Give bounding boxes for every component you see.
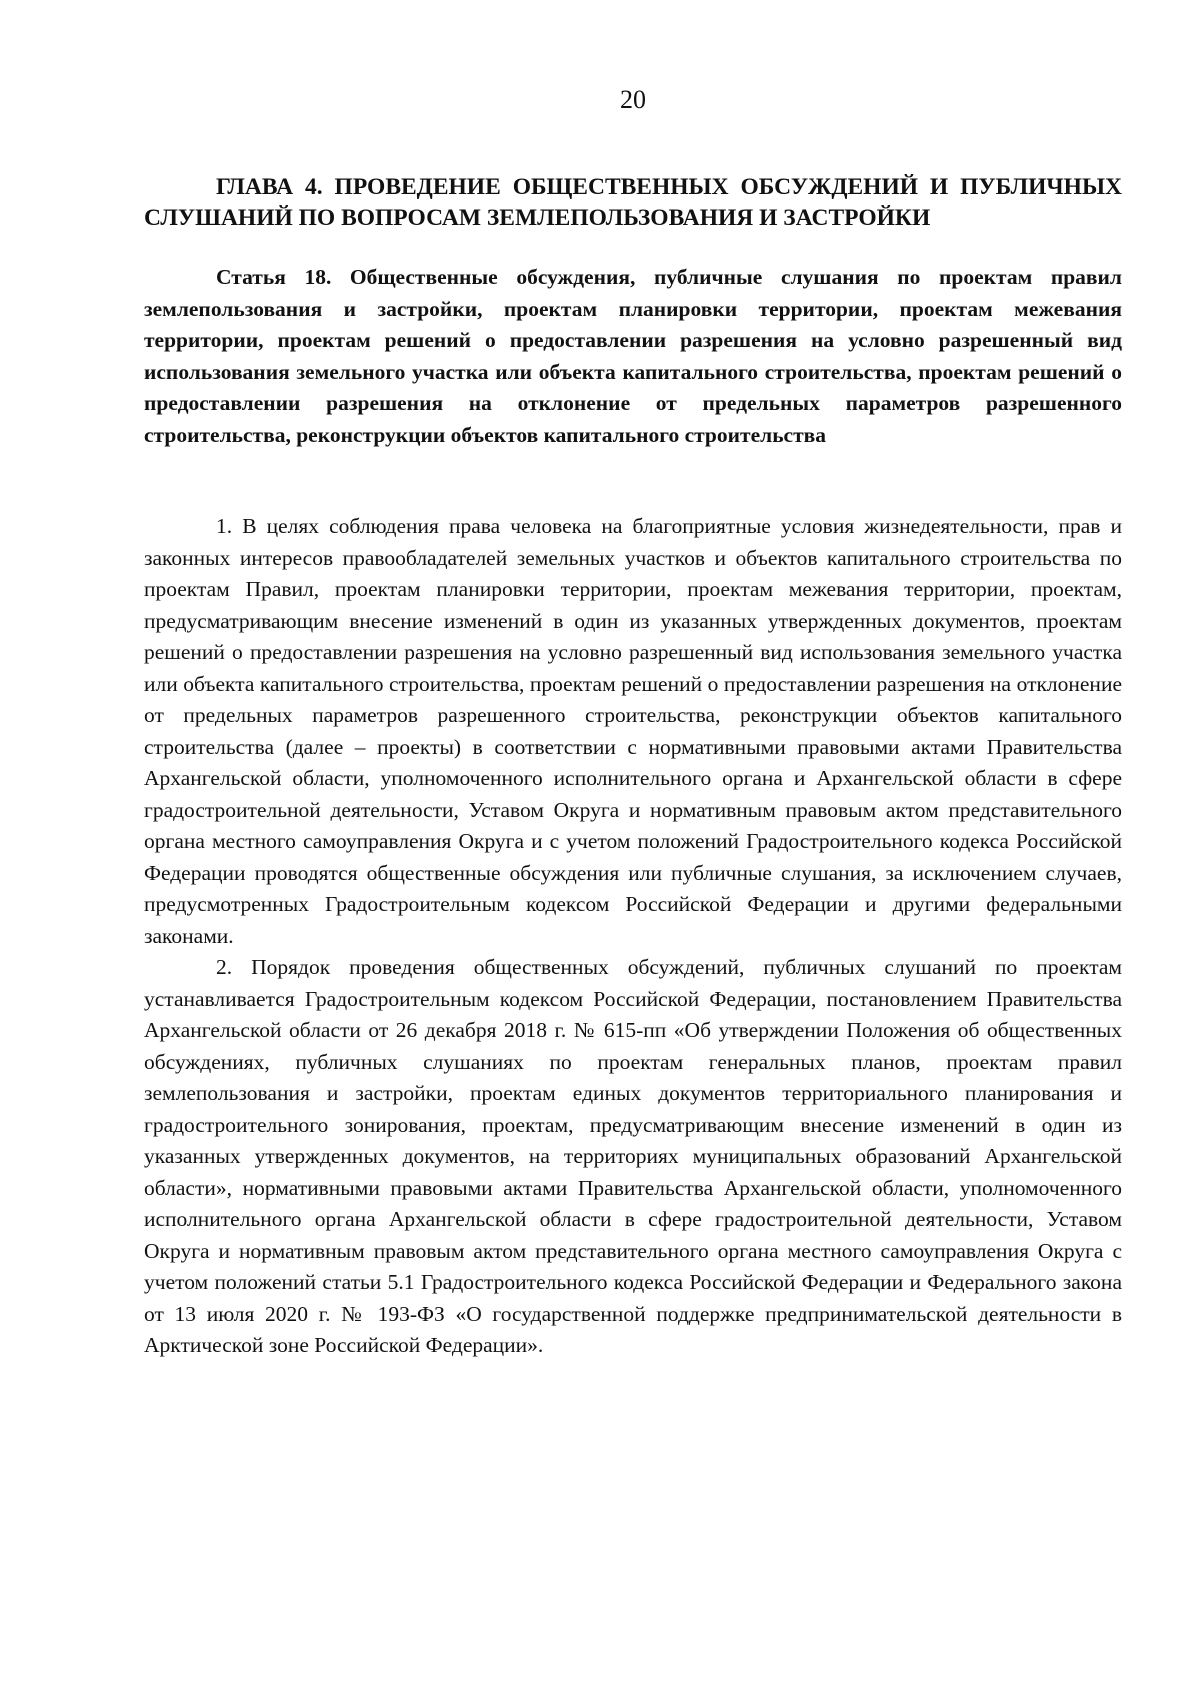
paragraph-2: 2. Порядок проведения общественных обсуждений, публичных слушаний по проектам устанавливается Градостроительным кодексом Российской Федерации, постановлением Правительства Архангельской области от 26 декабря 2018 г. № 615-пп «Об утверждении Положения об общественных обсуждениях, публичных слушаниях по проектам генеральных планов, проектам правил землепользования и застройки, проектам единых документов территориального планирования и градостроительного зонирования, проектам, предусматривающим внесение изменений в один из указанных утвержденных документов, на территориях муниципальных образований Архангельской области», нормативными правовыми актами Правительства Архангельской области, уполномоченного исполнительного органа Архангельской области в сфере градостроительной деятельности, Уставом Округа и нормативным правовым актом представительного органа местного самоуправления Округа с учетом положений статьи 5.1 Градостроительного кодекса Российской Федерации и Федерального закона от 13 июля 2020 г. № 193-ФЗ «О государственной поддержке предпринимательской деятельности в Арктической зоне Российской Федерации». <box>144 955 1122 1357</box>
article-title: Статья 18. Общественные обсуждения, публичные слушания по проектам правил землепользования и застройки, проектам планировки территории, проектам межевания территории, проектам решений о предоставлении разрешения на условно разрешенный вид использования земельного участка или объекта капитального строительства, проектам решений о предоставлении разрешения на отклонение от предельных параметров разрешенного строительства, реконструкции объектов капитального строительства <box>144 265 1122 447</box>
page-number: 20 <box>620 85 646 114</box>
chapter-title: ГЛАВА 4. ПРОВЕДЕНИЕ ОБЩЕСТВЕННЫХ ОБСУЖДЕНИЙ И ПУБЛИЧНЫХ СЛУШАНИЙ ПО ВОПРОСАМ ЗЕМЛЕПОЛЬЗОВАНИЯ И ЗАСТРОЙКИ <box>144 174 1122 231</box>
paragraph-1: 1. В целях соблюдения права человека на благоприятные условия жизнедеятельности, прав и законных интересов правообладателей земельных участков и объектов капитального строительства по проектам Правил, проектам планировки территории, проектам межевания территории, проектам, предусматривающим внесение изменений в один из указанных утвержденных документов, проектам решений о предоставлении разрешения на условно разрешенный вид использования земельного участка или объекта капитального строительства, проектам решений о предоставлении разрешения на отклонение от предельных параметров разрешенного строительства, реконструкции объектов капитального строительства (далее – проекты) в соответствии с нормативными правовыми актами Правительства Архангельской области, уполномоченного исполнительного органа и Архангельской области в сфере градостроительной деятельности, Уставом Округа и нормативным правовым актом представительного органа местного самоуправления Округа и с учетом положений Градостроительного кодекса Российской Федерации проводятся общественные обсуждения или публичные слушания, за исключением случаев, предусмотренных Градостроительным кодексом Российской Федерации и другими федеральными законами. <box>144 514 1122 948</box>
article-body <box>144 511 1122 1362</box>
